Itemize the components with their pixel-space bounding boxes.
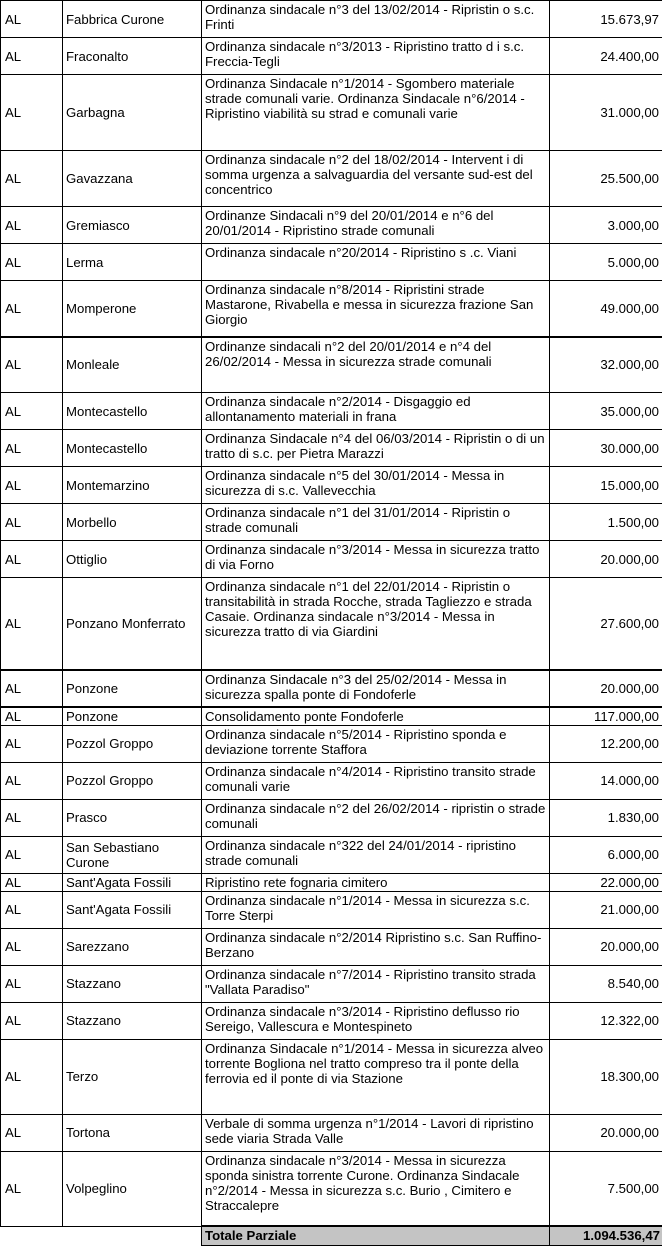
table-row <box>1 207 662 244</box>
table-row <box>1 1114 662 1151</box>
table-row <box>1 578 662 670</box>
comune-cell: Gremiasco <box>63 207 202 244</box>
table-row <box>1 281 662 337</box>
amount-cell: 7.500,00 <box>550 1151 662 1226</box>
comune-cell: Prasco <box>63 799 202 836</box>
comune-cell: Lerma <box>63 244 202 281</box>
description-cell: Ordinanza sindacale n°3 del 13/02/2014 - Ripristin o s.c. Frinti <box>202 1 550 38</box>
table-row <box>1 467 662 504</box>
table-row <box>1 244 662 281</box>
description-cell: Ordinanza Sindacale n°1/2014 - Messa in sicurezza alveo torrente Bogliona nel tratto compreso tra il ponte della ferrovia ed il ponte di via Stazione <box>202 1039 550 1114</box>
province-cell: AL <box>1 670 63 707</box>
description-cell: Ordinanza Sindacale n°3 del 25/02/2014 - Messa in sicurezza spalla ponte di Fondoferle <box>202 670 550 707</box>
table-row <box>1 504 662 541</box>
province-cell: AL <box>1 891 63 928</box>
province-cell: AL <box>1 244 63 281</box>
amount-cell: 20.000,00 <box>550 928 662 965</box>
description-cell: Ordinanza sindacale n°1 del 22/01/2014 - Ripristin o transitabilità in strada Rocche, strada Tagliezzo e strada Casaie. Ordinanza sindacale n°3/2014 - Messa in sicurezza tratto di via Giardini <box>202 578 550 670</box>
amount-cell: 6.000,00 <box>550 836 662 873</box>
table-body <box>1 1 662 1227</box>
province-cell: AL <box>1 1002 63 1039</box>
comune-cell: Sarezzano <box>63 928 202 965</box>
description-cell: Ordinanza sindacale n°1 del 31/01/2014 - Ripristin o strade comunali <box>202 504 550 541</box>
amount-cell: 1.830,00 <box>550 799 662 836</box>
table-row <box>1 725 662 762</box>
comune-cell: Monleale <box>63 337 202 393</box>
description-cell: Ordinanza sindacale n°5/2014 - Ripristino sponda e deviazione torrente Staffora <box>202 725 550 762</box>
amount-cell: 18.300,00 <box>550 1039 662 1114</box>
table-row <box>1 1039 662 1114</box>
amount-cell: 32.000,00 <box>550 337 662 393</box>
amount-cell: 8.540,00 <box>550 965 662 1002</box>
description-cell: Verbale di somma urgenza n°1/2014 - Lavori di ripristino sede viaria Strada Valle <box>202 1114 550 1151</box>
comune-cell: Ponzone <box>63 707 202 726</box>
comune-cell: Momperone <box>63 281 202 337</box>
province-cell: AL <box>1 75 63 151</box>
comune-cell: Tortona <box>63 1114 202 1151</box>
total-row <box>1 1226 662 1245</box>
province-cell: AL <box>1 928 63 965</box>
amount-cell: 14.000,00 <box>550 762 662 799</box>
description-cell: Ordinanze sindacali n°2 del 20/01/2014 e n°4 del 26/02/2014 - Messa in sicurezza strade comunali <box>202 337 550 393</box>
province-cell: AL <box>1 762 63 799</box>
table-row <box>1 1 662 38</box>
amount-cell: 35.000,00 <box>550 393 662 430</box>
table-row <box>1 670 662 707</box>
province-cell: AL <box>1 207 63 244</box>
comune-cell: Montemarzino <box>63 467 202 504</box>
table-row <box>1 75 662 151</box>
comune-cell: San Sebastiano Curone <box>63 836 202 873</box>
table-row <box>1 1002 662 1039</box>
comune-cell: Volpeglino <box>63 1151 202 1226</box>
description-cell: Ordinanza sindacale n°5 del 30/01/2014 - Messa in sicurezza di s.c. Vallevecchia <box>202 467 550 504</box>
description-cell: Ripristino rete fognaria cimitero <box>202 873 550 891</box>
province-cell: AL <box>1 281 63 337</box>
total-spacer <box>1 1226 202 1245</box>
province-cell: AL <box>1 836 63 873</box>
description-cell: Ordinanza sindacale n°3/2013 - Ripristino tratto d i s.c. Freccia-Tegli <box>202 38 550 75</box>
amount-cell: 15.673,97 <box>550 1 662 38</box>
table-row <box>1 430 662 467</box>
description-cell: Ordinanze Sindacali n°9 del 20/01/2014 e n°6 del 20/01/2014 - Ripristino strade comunali <box>202 207 550 244</box>
description-cell: Ordinanza sindacale n°3/2014 - Messa in sicurezza sponda sinistra torrente Curone. Ordinanza Sindacale n°2/2014 - Messa in sicurezza s.c. Burio , Cimitero e Straccalepre <box>202 1151 550 1226</box>
province-cell: AL <box>1 707 63 726</box>
amount-cell: 49.000,00 <box>550 281 662 337</box>
comune-cell: Ottiglio <box>63 541 202 578</box>
description-cell: Ordinanza sindacale n°2/2014 Ripristino s.c. San Ruffino-Berzano <box>202 928 550 965</box>
description-cell: Ordinanza Sindacale n°1/2014 - Sgombero materiale strade comunali varie. Ordinanza Sindacale n°6/2014 - Ripristino viabilità su strad e comunali varie <box>202 75 550 151</box>
amount-cell: 24.400,00 <box>550 38 662 75</box>
description-cell: Ordinanza sindacale n°2 del 18/02/2014 - Intervent i di somma urgenza a salvaguardia del versante sud-est del concentrico <box>202 151 550 207</box>
description-cell: Ordinanza sindacale n°20/2014 - Ripristino s .c. Viani <box>202 244 550 281</box>
province-cell: AL <box>1 725 63 762</box>
amount-cell: 12.322,00 <box>550 1002 662 1039</box>
amount-cell: 3.000,00 <box>550 207 662 244</box>
province-cell: AL <box>1 151 63 207</box>
comune-cell: Stazzano <box>63 965 202 1002</box>
description-cell: Ordinanza sindacale n°1/2014 - Messa in sicurezza s.c. Torre Sterpi <box>202 891 550 928</box>
amount-cell: 20.000,00 <box>550 670 662 707</box>
description-cell: Ordinanza sindacale n°8/2014 - Ripristini strade Mastarone, Rivabella e messa in sicurezza frazione San Giorgio <box>202 281 550 337</box>
amount-cell: 20.000,00 <box>550 1114 662 1151</box>
comune-cell: Montecastello <box>63 393 202 430</box>
province-cell: AL <box>1 873 63 891</box>
comune-cell: Sant'Agata Fossili <box>63 873 202 891</box>
comune-cell: Fabbrica Curone <box>63 1 202 38</box>
description-cell: Ordinanza sindacale n°322 del 24/01/2014 - ripristino strade comunali <box>202 836 550 873</box>
amount-cell: 1.500,00 <box>550 504 662 541</box>
amount-cell: 25.500,00 <box>550 151 662 207</box>
table-row <box>1 799 662 836</box>
province-cell: AL <box>1 1114 63 1151</box>
description-cell: Ordinanza sindacale n°2/2014 - Disgaggio ed allontanamento materiali in frana <box>202 393 550 430</box>
province-cell: AL <box>1 965 63 1002</box>
table-row <box>1 393 662 430</box>
amount-cell: 117.000,00 <box>550 707 662 726</box>
province-cell: AL <box>1 504 63 541</box>
table-row <box>1 707 662 726</box>
province-cell: AL <box>1 1039 63 1114</box>
province-cell: AL <box>1 578 63 670</box>
table-row <box>1 337 662 393</box>
comune-cell: Gavazzana <box>63 151 202 207</box>
amount-cell: 30.000,00 <box>550 430 662 467</box>
amount-cell: 22.000,00 <box>550 873 662 891</box>
table-row <box>1 836 662 873</box>
province-cell: AL <box>1 38 63 75</box>
total-amount: 1.094.536,47 <box>550 1226 662 1245</box>
comune-cell: Fraconalto <box>63 38 202 75</box>
description-cell: Consolidamento ponte Fondoferle <box>202 707 550 726</box>
amount-cell: 15.000,00 <box>550 467 662 504</box>
table-row <box>1 541 662 578</box>
comune-cell: Pozzol Groppo <box>63 725 202 762</box>
province-cell: AL <box>1 799 63 836</box>
table-row <box>1 1151 662 1226</box>
description-cell: Ordinanza sindacale n°2 del 26/02/2014 - ripristin o strade comunali <box>202 799 550 836</box>
table-row <box>1 873 662 891</box>
amount-cell: 31.000,00 <box>550 75 662 151</box>
comune-cell: Morbello <box>63 504 202 541</box>
table-row <box>1 38 662 75</box>
description-cell: Ordinanza sindacale n°3/2014 - Ripristino deflusso rio Sereigo, Vallescura e Montespineto <box>202 1002 550 1039</box>
table-row <box>1 151 662 207</box>
description-cell: Ordinanza sindacale n°4/2014 - Ripristino transito strade comunali varie <box>202 762 550 799</box>
comune-cell: Terzo <box>63 1039 202 1114</box>
description-cell: Ordinanza sindacale n°3/2014 - Messa in sicurezza tratto di via Forno <box>202 541 550 578</box>
comune-cell: Stazzano <box>63 1002 202 1039</box>
table-row <box>1 928 662 965</box>
province-cell: AL <box>1 393 63 430</box>
table-row <box>1 965 662 1002</box>
province-cell: AL <box>1 1 63 38</box>
province-cell: AL <box>1 430 63 467</box>
comune-cell: Montecastello <box>63 430 202 467</box>
total-label: Totale Parziale <box>202 1226 550 1245</box>
province-cell: AL <box>1 1151 63 1226</box>
table-row <box>1 891 662 928</box>
comune-cell: Sant'Agata Fossili <box>63 891 202 928</box>
comune-cell: Ponzone <box>63 670 202 707</box>
amount-cell: 5.000,00 <box>550 244 662 281</box>
comune-cell: Pozzol Groppo <box>63 762 202 799</box>
province-cell: AL <box>1 541 63 578</box>
amount-cell: 21.000,00 <box>550 891 662 928</box>
comune-cell: Garbagna <box>63 75 202 151</box>
comune-cell: Ponzano Monferrato <box>63 578 202 670</box>
amount-cell: 20.000,00 <box>550 541 662 578</box>
table-row <box>1 762 662 799</box>
description-cell: Ordinanza sindacale n°7/2014 - Ripristino transito strada "Vallata Paradiso" <box>202 965 550 1002</box>
description-cell: Ordinanza Sindacale n°4 del 06/03/2014 - Ripristin o di un tratto di s.c. per Pietra Marazzi <box>202 430 550 467</box>
amount-cell: 27.600,00 <box>550 578 662 670</box>
province-cell: AL <box>1 337 63 393</box>
province-cell: AL <box>1 467 63 504</box>
amount-cell: 12.200,00 <box>550 725 662 762</box>
